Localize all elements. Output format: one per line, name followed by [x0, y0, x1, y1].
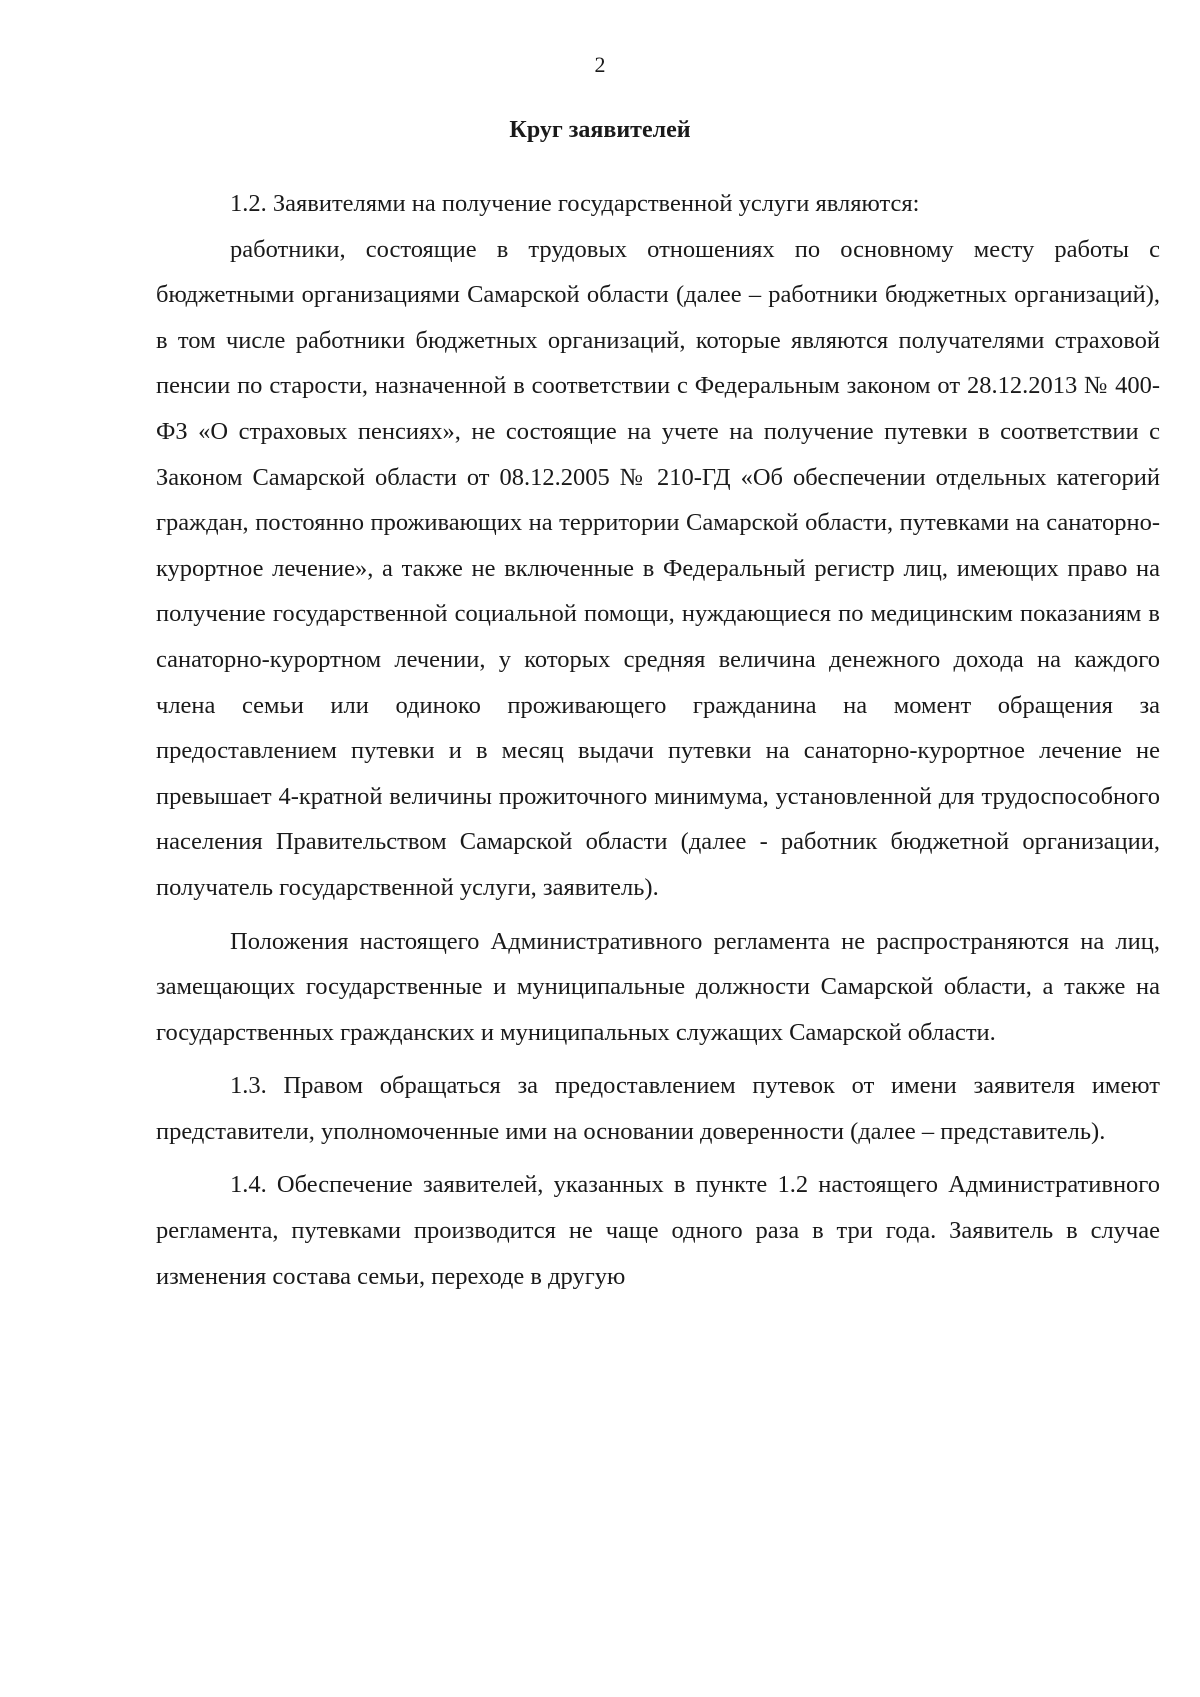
paragraph-exclusions: Положения настоящего Административного регламента не распространяются на лиц, замещающих государственные и муниципальные должности Самарской области, а также на государственных гражданских и муниципальных служащих Самарской области. [156, 927, 1160, 1046]
section-title: Круг заявителей [509, 117, 691, 143]
paragraph-1-4: 1.4. Обеспечение заявителей, указанных в пункте 1.2 настоящего Административного регламента, путевками производится не чаще одного раза в три года. Заявитель в случае изменения состава семьи, переходе в другую [156, 1171, 1160, 1290]
paragraph-applicants-description: работники, состоящие в трудовых отношениях по основному месту работы с бюджетными организациями Самарской области (далее – работники бюджетных организаций), в том числе работники бюджетных организаций, которые являются получателями страховой пенсии по старости, назначенной в соответствии с Федеральным законом от 28.12.2013 № 400-ФЗ «О страховых пенсиях», не состоящие на учете на получение путевки в соответствии с Законом Самарской области от 08.12.2005 № 210-ГД «Об обеспечении отдельных категорий граждан, постоянно проживающих на территории Самарской области, путевками на санаторно-курортное лечение», а также не включенные в Федеральный регистр лиц, имеющих право на получение государственной социальной помощи, нуждающиеся по медицинским показаниям в санаторно-курортном лечении, у которых средняя величина денежного дохода на каждого члена семьи или одиноко проживающего гражданина на момент обращения за предоставлением путевки и в месяц выдачи путевки на санаторно-курортное лечение не превышает 4-кратной величины прожиточного минимума, установленной для трудоспособного населения Правительством Самарской области (далее - работник бюджетной организации, получатель государственной услуги, заявитель). [156, 235, 1160, 901]
paragraph-1-3: 1.3. Правом обращаться за предоставлением путевок от имени заявителя имеют представители, уполномоченные ими на основании доверенности (далее – представитель). [156, 1072, 1160, 1145]
document-body [156, 181, 1160, 1299]
page-number: 2 [594, 52, 606, 77]
paragraph-1-2: 1.2. Заявителями на получение государственной услуги являются: [230, 190, 920, 217]
